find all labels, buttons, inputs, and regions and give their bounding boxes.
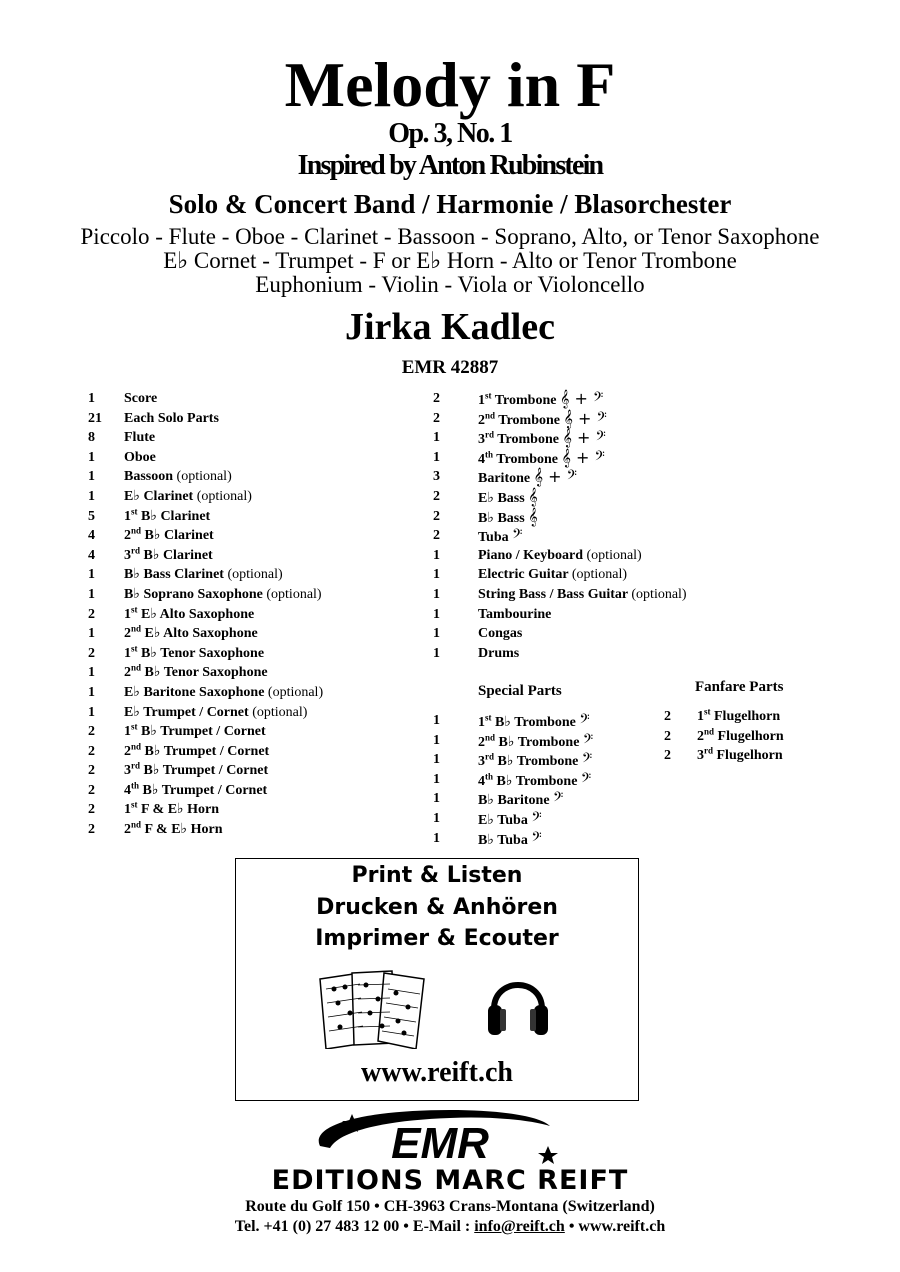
part-ordinal: 3 <box>478 754 485 770</box>
part-ordinal: 1 <box>124 508 131 524</box>
part-name <box>478 711 590 733</box>
publisher-contact <box>0 1217 900 1237</box>
part-optional-note: (optional) <box>252 704 308 720</box>
part-name <box>478 644 519 664</box>
part-optional-note: (optional) <box>571 567 628 583</box>
part-ordinal: 3 <box>478 432 485 448</box>
part-instrument: B♭ Trombone <box>495 715 576 730</box>
inspired-by: Inspired by Anton Rubinstein <box>297 150 603 181</box>
email-link[interactable]: info@reift.ch <box>474 1218 565 1235</box>
clef-icon: 𝄢 <box>553 789 564 809</box>
part-optional-note: (optional) <box>631 586 687 602</box>
part-ordinal: 1 <box>697 709 704 724</box>
part-quantity: 1 <box>433 830 440 846</box>
part-ordinal: 4 <box>478 451 485 467</box>
part-quantity: 1 <box>88 488 95 504</box>
part-name <box>478 448 605 470</box>
part-optional-note: (optional) <box>196 488 252 504</box>
clef-icon: 𝄞 + 𝄢 <box>563 408 607 428</box>
part-name <box>124 683 323 703</box>
part-quantity: 2 <box>433 508 440 524</box>
part-name <box>478 467 577 489</box>
promo-line-print: Print & Listen <box>351 863 523 888</box>
part-instrument: B♭ Trombone <box>498 734 580 750</box>
part-instrument: Tambourine <box>478 606 552 622</box>
part-instrument: Trombone <box>498 412 560 428</box>
part-name <box>124 565 283 585</box>
part-quantity: 2 <box>88 782 95 798</box>
part-ordinal-suffix: nd <box>485 409 496 420</box>
part-ordinal-suffix: nd <box>131 623 142 634</box>
part-row <box>433 711 653 731</box>
part-instrument: E♭ Clarinet <box>124 488 194 504</box>
part-row <box>433 428 753 448</box>
part-name <box>478 409 607 431</box>
part-quantity: 1 <box>88 586 95 602</box>
part-row <box>88 487 418 507</box>
part-quantity: 1 <box>433 547 440 563</box>
part-row <box>88 624 418 644</box>
part-name <box>124 428 155 448</box>
print-listen-box <box>235 858 639 1101</box>
composer: Jirka Kadlec <box>344 306 556 348</box>
part-instrument: Bassoon <box>124 469 174 485</box>
clef-icon: 𝄞 <box>528 486 538 506</box>
website-url[interactable]: www.reift.ch <box>361 1057 513 1088</box>
part-ordinal: 2 <box>124 528 131 544</box>
part-name <box>478 809 542 831</box>
part-ordinal: 1 <box>124 606 131 622</box>
part-instrument: E♭ Baritone Saxophone <box>124 684 265 700</box>
part-ordinal-suffix: th <box>485 771 494 782</box>
part-instrument: B♭ Trumpet / Cornet <box>142 782 268 798</box>
part-name <box>124 663 268 683</box>
part-optional-note: (optional) <box>176 469 232 485</box>
part-row <box>433 565 753 585</box>
part-row <box>88 703 418 723</box>
part-row <box>433 750 653 770</box>
part-optional-note: (optional) <box>266 586 322 602</box>
part-instrument: B♭ Trumpet / Cornet <box>144 743 270 759</box>
part-name <box>124 507 210 527</box>
part-optional-note: (optional) <box>227 567 283 583</box>
publisher-address: Route du Golf 150 • CH-3963 Crans-Montana (Switzerland) <box>245 1198 655 1215</box>
part-optional-note: (optional) <box>586 547 642 563</box>
part-instrument: E♭ Tuba <box>478 812 528 828</box>
special-parts-list <box>433 711 653 848</box>
part-instrument: B♭ Clarinet <box>141 508 211 524</box>
part-ordinal: 2 <box>697 728 704 744</box>
part-quantity: 2 <box>88 606 95 622</box>
clef-icon: 𝄢 <box>531 828 542 848</box>
clef-icon: 𝄞 + 𝄢 <box>533 467 577 487</box>
part-ordinal: 2 <box>124 665 131 681</box>
part-quantity: 1 <box>433 713 440 728</box>
part-name <box>697 727 784 747</box>
clef-icon: 𝄢 <box>581 750 593 770</box>
part-ordinal: 1 <box>124 645 131 661</box>
part-name <box>478 770 591 792</box>
emr-logo <box>300 1106 570 1168</box>
part-instrument: B♭ Trumpet / Cornet <box>141 724 266 740</box>
part-name <box>124 389 157 409</box>
part-name <box>124 742 269 762</box>
part-ordinal: 1 <box>124 802 131 818</box>
part-instrument: B♭ Baritone <box>478 793 550 809</box>
part-quantity: 1 <box>433 810 440 826</box>
part-name <box>124 624 258 644</box>
special-parts-heading: Special Parts <box>478 683 562 699</box>
part-instrument: Flugelhorn <box>716 748 783 764</box>
part-row <box>88 585 418 605</box>
part-ordinal-suffix: rd <box>131 545 140 556</box>
part-quantity: 2 <box>88 743 95 759</box>
part-quantity: 1 <box>433 606 440 622</box>
clef-icon: 𝄞 + 𝄢 <box>561 447 605 467</box>
part-row <box>433 644 753 664</box>
part-name <box>124 820 223 840</box>
part-instrument: B♭ Clarinet <box>143 547 213 563</box>
part-row <box>433 731 653 751</box>
part-quantity: 5 <box>88 508 95 524</box>
part-quantity: 1 <box>433 645 440 661</box>
solo-instruments-line-1: Piccolo - Flute - Oboe - Clarinet - Bassoon - Soprano, Alto, or Tenor Saxophone <box>80 224 820 249</box>
part-quantity: 1 <box>88 391 95 406</box>
part-quantity: 1 <box>433 586 440 602</box>
part-ordinal-suffix: st <box>131 505 138 516</box>
part-row <box>88 428 418 448</box>
part-row <box>88 683 418 703</box>
part-instrument: B♭ Bass <box>478 510 525 526</box>
part-name <box>697 746 783 766</box>
part-name <box>124 546 213 566</box>
part-name <box>124 487 252 507</box>
part-instrument: B♭ Trombone <box>497 754 579 770</box>
part-quantity: 1 <box>433 791 440 807</box>
part-row <box>88 800 418 820</box>
part-row <box>433 624 753 644</box>
part-ordinal-suffix: nd <box>131 819 142 830</box>
part-instrument: Trombone <box>496 451 558 467</box>
part-row <box>433 585 753 605</box>
part-quantity: 1 <box>433 771 440 787</box>
part-row <box>88 644 418 664</box>
part-quantity: 2 <box>433 410 440 426</box>
part-name <box>124 703 307 723</box>
part-ordinal: 3 <box>124 547 131 563</box>
part-ordinal: 1 <box>478 715 485 730</box>
part-instrument: Score <box>124 391 158 406</box>
part-instrument: B♭ Trumpet / Cornet <box>143 763 269 779</box>
part-ordinal-suffix: rd <box>704 745 713 756</box>
part-ordinal-suffix: st <box>131 643 138 654</box>
part-ordinal-suffix: st <box>485 390 492 401</box>
clef-icon: 𝄢 <box>512 526 523 546</box>
part-quantity: 2 <box>88 645 95 661</box>
part-name <box>478 829 542 851</box>
part-ordinal-suffix: nd <box>704 725 715 736</box>
part-name <box>478 428 606 450</box>
part-row <box>88 526 418 546</box>
part-ordinal-suffix: nd <box>131 662 142 673</box>
part-instrument: Trombone <box>494 393 557 408</box>
fanfare-parts-list <box>664 707 844 766</box>
telephone: Tel. +41 (0) 27 483 12 00 • E-Mail : <box>234 1218 475 1235</box>
part-ordinal-suffix: st <box>485 712 492 723</box>
part-quantity: 1 <box>88 665 95 681</box>
part-ordinal: 2 <box>124 743 131 759</box>
piece-title: Melody in F <box>284 49 616 120</box>
solo-instruments-line-2: E♭ Cornet - Trumpet - F or E♭ Horn - Alto or Tenor Trombone <box>163 248 737 273</box>
part-quantity: 1 <box>88 567 95 583</box>
part-row <box>433 546 753 566</box>
part-instrument: Flute <box>124 430 156 446</box>
part-ordinal-suffix: nd <box>131 741 142 752</box>
part-quantity: 21 <box>88 410 102 426</box>
part-quantity: 2 <box>88 802 95 818</box>
part-instrument: B♭ Soprano Saxophone <box>124 586 263 602</box>
parts-list-left <box>88 389 418 840</box>
part-row <box>664 727 844 747</box>
part-instrument: Oboe <box>124 449 156 465</box>
part-row <box>433 829 653 849</box>
clef-icon: 𝄞 <box>528 506 538 526</box>
promo-line-drucken: Drucken & Anhören <box>316 895 558 920</box>
part-row <box>433 526 753 546</box>
part-ordinal: 1 <box>478 393 485 408</box>
part-quantity: 1 <box>433 732 440 748</box>
part-row <box>88 742 418 762</box>
part-row <box>88 663 418 683</box>
clef-icon: 𝄢 <box>579 711 590 730</box>
part-ordinal-suffix: rd <box>485 751 494 762</box>
part-ordinal: 1 <box>124 724 131 740</box>
part-ordinal-suffix: nd <box>131 525 142 536</box>
part-quantity: 1 <box>433 567 440 583</box>
part-ordinal-suffix: rd <box>485 429 494 440</box>
part-name <box>478 731 593 753</box>
part-instrument: Baritone <box>478 471 531 487</box>
part-instrument: Each Solo Parts <box>124 410 219 426</box>
part-name <box>124 800 219 820</box>
part-name <box>124 761 268 781</box>
part-name <box>124 605 254 625</box>
part-quantity: 2 <box>433 528 440 544</box>
part-instrument: B♭ Bass Clarinet <box>124 567 224 583</box>
part-row <box>433 789 653 809</box>
part-name <box>478 789 563 811</box>
part-ordinal: 2 <box>124 626 131 642</box>
clef-icon: 𝄢 <box>531 808 542 828</box>
part-ordinal-suffix: th <box>485 449 494 460</box>
part-name <box>478 605 551 625</box>
parts-list-right <box>433 389 753 663</box>
part-ordinal: 3 <box>124 763 131 779</box>
part-instrument: Drums <box>478 645 520 661</box>
part-instrument: Flugelhorn <box>717 728 784 744</box>
part-row <box>664 746 844 766</box>
part-name <box>697 707 780 727</box>
sheet-music-icon <box>318 969 428 1049</box>
part-name <box>478 389 603 411</box>
part-row <box>433 605 753 625</box>
part-name <box>124 448 156 468</box>
part-instrument: F & E♭ Horn <box>141 802 220 818</box>
part-row <box>433 467 753 487</box>
part-instrument: B♭ Tuba <box>478 832 528 848</box>
part-row <box>433 507 753 527</box>
part-instrument: Electric Guitar <box>478 567 569 583</box>
part-row <box>88 605 418 625</box>
part-row <box>664 707 844 727</box>
part-ordinal-suffix: th <box>131 780 140 791</box>
part-name <box>478 750 592 772</box>
clef-icon: 𝄞 + 𝄢 <box>559 389 604 408</box>
part-instrument: B♭ Clarinet <box>144 528 214 544</box>
part-ordinal-suffix: st <box>704 706 711 717</box>
part-name <box>478 565 627 585</box>
part-row <box>433 409 753 429</box>
part-row <box>88 448 418 468</box>
part-name <box>124 644 264 664</box>
part-optional-note: (optional) <box>267 684 324 700</box>
part-name <box>478 546 642 566</box>
part-instrument: E♭ Bass <box>478 490 525 506</box>
part-instrument: Flugelhorn <box>714 709 781 724</box>
part-instrument: E♭ Trumpet / Cornet <box>124 704 249 720</box>
part-quantity: 2 <box>664 709 671 724</box>
clef-icon: 𝄢 <box>580 769 592 789</box>
part-quantity: 1 <box>88 449 95 465</box>
fanfare-parts-heading: Fanfare Parts <box>695 679 784 695</box>
part-name <box>124 722 266 742</box>
promo-line-imprimer: Imprimer & Ecouter <box>315 926 559 951</box>
part-instrument: Trombone <box>497 432 559 448</box>
part-instrument: F & E♭ Horn <box>144 822 223 838</box>
part-name <box>124 781 267 801</box>
part-quantity: 1 <box>433 449 440 465</box>
part-row <box>88 820 418 840</box>
part-row <box>433 770 653 790</box>
part-ordinal-suffix: st <box>131 799 138 810</box>
part-name <box>124 467 232 487</box>
part-row <box>88 507 418 527</box>
part-quantity: 8 <box>88 430 95 446</box>
part-instrument: E♭ Alto Saxophone <box>144 626 258 642</box>
part-instrument: String Bass / Bass Guitar <box>478 586 628 602</box>
part-row <box>88 389 418 409</box>
scoring: Solo & Concert Band / Harmonie / Blasorchester <box>168 189 732 219</box>
website-footer: • www.reift.ch <box>564 1218 666 1235</box>
part-instrument: Tuba <box>478 530 509 546</box>
part-quantity: 2 <box>433 391 440 406</box>
opus-number: Op. 3, No. 1 <box>388 118 512 149</box>
part-ordinal: 4 <box>478 773 485 789</box>
part-quantity: 2 <box>664 728 671 744</box>
part-row <box>433 448 753 468</box>
part-ordinal: 3 <box>697 748 704 764</box>
part-quantity: 1 <box>88 626 95 642</box>
part-instrument: Congas <box>478 626 523 642</box>
part-quantity: 2 <box>88 763 95 779</box>
part-ordinal-suffix: nd <box>485 731 496 742</box>
part-ordinal: 2 <box>478 734 485 750</box>
part-name <box>124 526 214 546</box>
part-quantity: 2 <box>664 748 671 764</box>
part-row <box>88 546 418 566</box>
part-quantity: 1 <box>433 752 440 768</box>
part-row <box>88 781 418 801</box>
part-quantity: 3 <box>433 469 440 485</box>
part-name <box>478 585 687 605</box>
part-name <box>478 487 538 509</box>
part-quantity: 2 <box>88 724 95 740</box>
part-quantity: 1 <box>88 704 95 720</box>
part-name <box>478 526 522 548</box>
part-row <box>88 409 418 429</box>
part-quantity: 1 <box>88 469 95 485</box>
part-instrument: B♭ Trombone <box>496 773 578 789</box>
part-name <box>124 409 219 429</box>
part-ordinal: 2 <box>478 412 485 428</box>
part-quantity: 2 <box>433 488 440 504</box>
part-quantity: 4 <box>88 547 95 563</box>
part-quantity: 1 <box>88 684 95 700</box>
catalog-number: EMR 42887 <box>401 357 499 378</box>
part-quantity: 1 <box>433 626 440 642</box>
part-ordinal-suffix: st <box>131 721 138 732</box>
part-row <box>433 809 653 829</box>
part-row <box>88 761 418 781</box>
part-ordinal: 4 <box>124 782 131 798</box>
part-ordinal: 2 <box>124 822 131 838</box>
part-row <box>88 565 418 585</box>
part-name <box>124 585 322 605</box>
clef-icon: 𝄞 + 𝄢 <box>562 428 606 448</box>
part-instrument: Piano / Keyboard <box>478 547 584 563</box>
part-quantity: 1 <box>433 430 440 446</box>
part-row <box>88 467 418 487</box>
part-instrument: B♭ Tenor Saxophone <box>141 645 265 661</box>
svg-text:EMR: EMR <box>391 1119 489 1168</box>
part-row <box>433 487 753 507</box>
part-quantity: 4 <box>88 528 95 544</box>
part-quantity: 2 <box>88 822 95 838</box>
part-ordinal-suffix: st <box>131 603 138 614</box>
part-row <box>88 722 418 742</box>
part-name <box>478 507 538 529</box>
headphones-icon <box>486 969 550 1041</box>
part-row <box>433 389 753 409</box>
solo-instruments-line-3: Euphonium - Violin - Viola or Violoncello <box>255 272 645 297</box>
clef-icon: 𝄢 <box>582 730 594 750</box>
part-ordinal-suffix: rd <box>131 760 140 771</box>
part-instrument: B♭ Tenor Saxophone <box>144 665 268 681</box>
part-name <box>478 624 522 644</box>
part-instrument: E♭ Alto Saxophone <box>141 606 255 622</box>
publisher-name: EDITIONS MARC REIFT <box>271 1165 629 1196</box>
